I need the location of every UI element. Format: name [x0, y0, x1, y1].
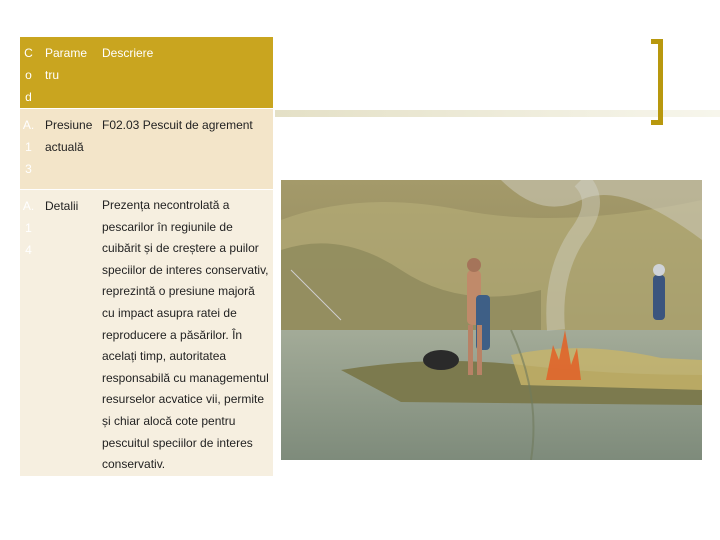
row-description-cell: Prezența necontrolată a pescarilor în regiunile de cuibărit și de creștere a puilor speciilor de interes conservativ, reprezintă o presiune majoră cu impact asupra ratei de reproducere a păsărilor. În acelați timp, autoritatea responsabilă cu managementul resurselor acvatice vii, permite și chiar alocă cote pentru pescuitul speciilor de interes conservativ.: [94, 190, 273, 476]
table-row: [20, 109, 273, 190]
header-parameter-cell: Parame tru: [37, 37, 94, 109]
row-code-cell: A. 1 4: [20, 190, 37, 476]
table-row: [20, 190, 273, 476]
parameter-table: [20, 37, 273, 476]
header-code-cell: C o d: [20, 37, 37, 109]
row-parameter-cell: Detalii: [37, 190, 94, 476]
row-code-cell: A. 1 3: [20, 109, 37, 190]
table-header-row: [20, 37, 273, 109]
row-parameter-cell: Presiune actuală: [37, 109, 94, 190]
fishing-scene-illustration: [281, 180, 702, 460]
header-description-cell: Descriere: [94, 37, 273, 109]
decorative-bracket: [651, 39, 663, 125]
fishing-photo: [281, 180, 702, 460]
row-description-cell: F02.03 Pescuit de agrement: [94, 109, 273, 190]
